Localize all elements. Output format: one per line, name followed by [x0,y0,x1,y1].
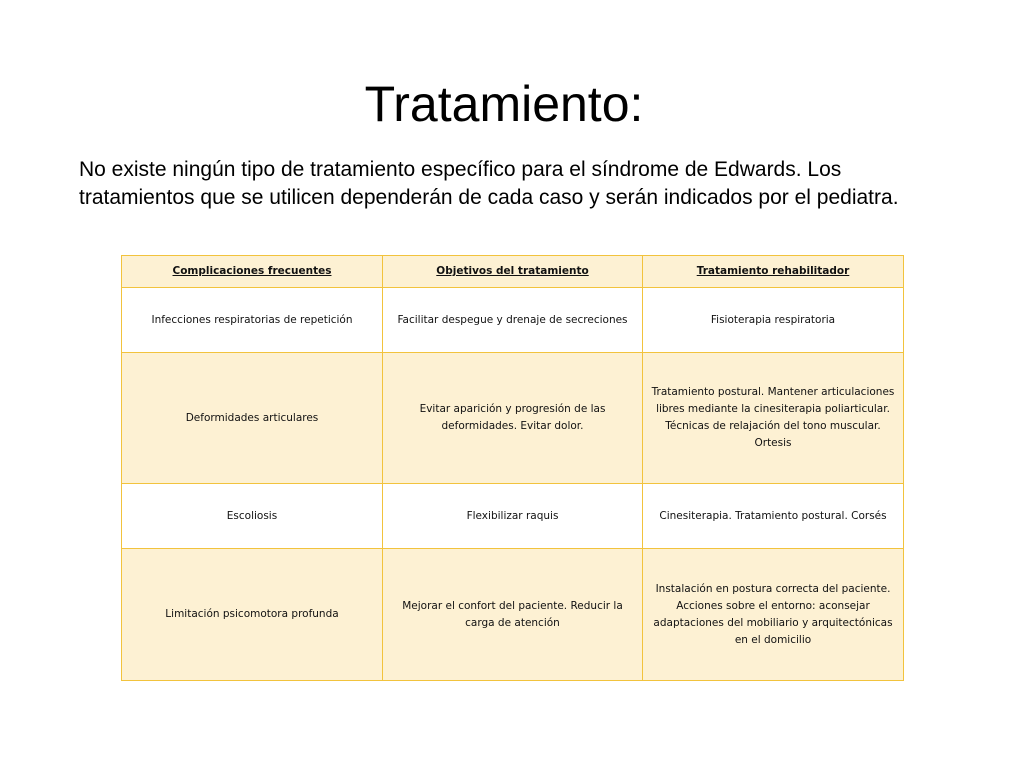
cell-tratamiento: Cinesiterapia. Tratamiento postural. Corsés [643,484,904,549]
cell-tratamiento: Tratamiento postural. Mantener articulaciones libres mediante la cinesiterapia poliarticular. Técnicas de relajación del tono muscular. Ortesis [643,353,904,484]
table-row [122,484,904,549]
header-tratamiento: Tratamiento rehabilitador [643,256,904,288]
cell-complicacion: Deformidades articulares [122,353,383,484]
cell-tratamiento: Fisioterapia respiratoria [643,288,904,353]
cell-complicacion: Infecciones respiratorias de repetición [122,288,383,353]
table-row [122,549,904,681]
table-row [122,288,904,353]
cell-complicacion: Escoliosis [122,484,383,549]
table-header-row [122,256,904,288]
intro-paragraph: No existe ningún tipo de tratamiento específico para el síndrome de Edwards. Los tratamientos que se utilicen dependerán de cada caso y serán indicados por el pediatra. [79,158,899,209]
cell-objetivo: Evitar aparición y progresión de las deformidades. Evitar dolor. [383,353,643,484]
cell-objetivo: Mejorar el confort del paciente. Reducir la carga de atención [383,549,643,681]
cell-complicacion: Limitación psicomotora profunda [122,549,383,681]
cell-tratamiento: Instalación en postura correcta del paciente. Acciones sobre el entorno: aconsejar adaptaciones del mobiliario y arquitectónicas en el domicilio [643,549,904,681]
treatment-table [121,255,904,681]
table-row [122,353,904,484]
cell-objetivo: Facilitar despegue y drenaje de secreciones [383,288,643,353]
slide-title: Tratamiento: [364,76,644,132]
header-objetivos: Objetivos del tratamiento [383,256,643,288]
cell-objetivo: Flexibilizar raquis [383,484,643,549]
header-complicaciones: Complicaciones frecuentes [122,256,383,288]
